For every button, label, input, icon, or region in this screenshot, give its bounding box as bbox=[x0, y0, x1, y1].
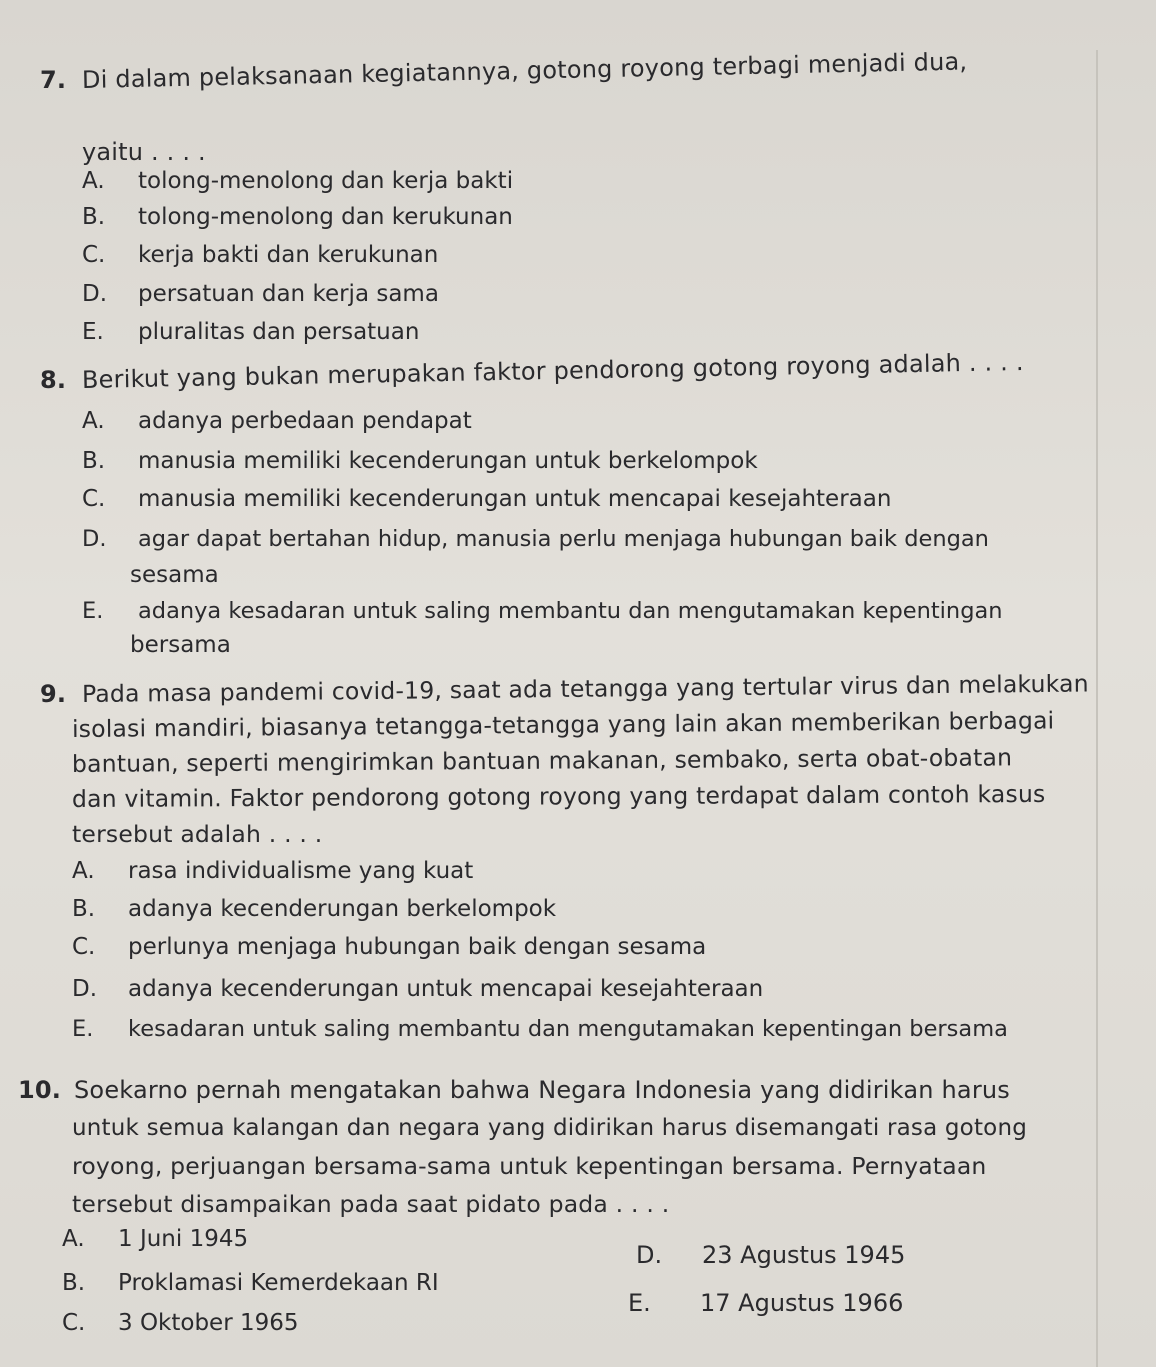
option-label: A. bbox=[72, 858, 95, 884]
question-stem-line: tersebut adalah . . . . bbox=[72, 820, 323, 848]
option-text: pluralitas dan persatuan bbox=[138, 319, 420, 345]
option-9b[interactable] bbox=[72, 894, 556, 924]
option-text: kerja bakti dan kerukunan bbox=[138, 242, 439, 268]
option-label: D. bbox=[636, 1241, 663, 1269]
option-7b[interactable] bbox=[82, 202, 513, 232]
option-9a[interactable] bbox=[72, 856, 473, 886]
option-text: 1 Juni 1945 bbox=[118, 1226, 249, 1252]
option-8d[interactable] bbox=[82, 524, 989, 554]
question-stem-line: Berikut yang bukan merupakan faktor pendorong gotong royong adalah . . . . bbox=[81, 347, 1024, 394]
option-8b[interactable] bbox=[82, 446, 758, 476]
question-stem-line: royong, perjuangan bersama-sama untuk kepentingan bersama. Pernyataan bbox=[72, 1152, 987, 1180]
option-text: manusia memiliki kecenderungan untuk berkelompok bbox=[138, 448, 758, 474]
question-stem-line: Soekarno pernah mengatakan bahwa Negara Indonesia yang didirikan harus bbox=[74, 1076, 1010, 1104]
option-text: manusia memiliki kecenderungan untuk mencapai kesejahteraan bbox=[138, 486, 892, 512]
option-text: 17 Agustus 1966 bbox=[700, 1289, 904, 1317]
option-text: adanya kecenderungan berkelompok bbox=[128, 896, 557, 922]
question-number: 9. bbox=[40, 680, 67, 708]
option-10d[interactable] bbox=[636, 1240, 905, 1270]
option-text: rasa individualisme yang kuat bbox=[128, 858, 474, 884]
option-7c[interactable] bbox=[82, 240, 438, 270]
option-text: 3 Oktober 1965 bbox=[118, 1310, 299, 1336]
option-label: B. bbox=[62, 1270, 86, 1296]
option-9d[interactable] bbox=[72, 974, 763, 1004]
option-label: E. bbox=[82, 598, 104, 624]
option-8c[interactable] bbox=[82, 484, 891, 514]
option-text: tolong-menolong dan kerukunan bbox=[138, 204, 513, 230]
option-8d-continuation: sesama bbox=[130, 562, 219, 588]
option-7a[interactable] bbox=[82, 166, 513, 196]
question-stem-line: Pada masa pandemi covid-19, saat ada tetangga yang tertular virus dan melakukan bbox=[81, 669, 1089, 708]
question-stem-line: bantuan, seperti mengirimkan bantuan makanan, sembako, serta obat-obatan bbox=[71, 743, 1013, 778]
option-8e-continuation: bersama bbox=[130, 632, 231, 658]
option-9e[interactable] bbox=[72, 1014, 1008, 1044]
option-label: E. bbox=[628, 1289, 651, 1317]
option-label: C. bbox=[82, 242, 106, 268]
option-text: adanya kecenderungan untuk mencapai kesejahteraan bbox=[128, 976, 764, 1002]
question-stem-line: yaitu . . . . bbox=[82, 138, 206, 166]
option-label: B. bbox=[82, 448, 106, 474]
question-number: 8. bbox=[40, 366, 67, 394]
option-text: Proklamasi Kemerdekaan RI bbox=[118, 1270, 439, 1296]
option-7e[interactable] bbox=[82, 317, 419, 347]
option-8a[interactable] bbox=[82, 406, 472, 436]
option-8e[interactable] bbox=[82, 596, 1003, 626]
option-text: tolong-menolong dan kerja bakti bbox=[138, 168, 514, 194]
option-label: B. bbox=[82, 204, 106, 230]
option-text: persatuan dan kerja sama bbox=[138, 281, 439, 307]
option-label: B. bbox=[72, 896, 96, 922]
option-label: C. bbox=[62, 1310, 86, 1336]
option-text: kesadaran untuk saling membantu dan mengutamakan kepentingan bersama bbox=[128, 1016, 1008, 1042]
option-label: E. bbox=[82, 319, 104, 345]
question-stem-line: untuk semua kalangan dan negara yang didirikan harus disemangati rasa gotong bbox=[72, 1115, 1028, 1141]
option-label: D. bbox=[72, 976, 98, 1002]
option-10a[interactable] bbox=[62, 1224, 248, 1254]
question-stem-line: tersebut disampaikan pada saat pidato pada . . . . bbox=[72, 1190, 670, 1218]
question-stem-line: isolasi mandiri, biasanya tetangga-tetangga yang lain akan memberikan berbagai bbox=[71, 706, 1055, 743]
option-label: D. bbox=[82, 281, 108, 307]
option-text: agar dapat bertahan hidup, manusia perlu menjaga hubungan baik dengan bbox=[138, 526, 989, 552]
option-label: C. bbox=[82, 486, 106, 512]
option-label: A. bbox=[62, 1226, 85, 1252]
option-label: C. bbox=[72, 934, 96, 960]
option-9c[interactable] bbox=[72, 932, 706, 962]
page-edge bbox=[1096, 50, 1098, 1367]
question-stem-line: dan vitamin. Faktor pendorong gotong royong yang terdapat dalam contoh kasus bbox=[71, 779, 1046, 813]
option-text: adanya perbedaan pendapat bbox=[138, 408, 472, 434]
option-7d[interactable] bbox=[82, 279, 439, 309]
question-number: 7. bbox=[40, 66, 67, 94]
option-text: perlunya menjaga hubungan baik dengan sesama bbox=[128, 934, 707, 960]
option-10b[interactable] bbox=[62, 1268, 439, 1298]
option-label: E. bbox=[72, 1016, 94, 1042]
option-text: adanya kesadaran untuk saling membantu dan mengutamakan kepentingan bbox=[138, 598, 1003, 624]
option-label: A. bbox=[82, 168, 105, 194]
option-label: A. bbox=[82, 408, 105, 434]
option-10e[interactable] bbox=[628, 1288, 903, 1318]
option-10c[interactable] bbox=[62, 1308, 299, 1338]
option-label: D. bbox=[82, 526, 107, 552]
question-number: 10. bbox=[18, 1076, 62, 1104]
question-stem-line: Di dalam pelaksanaan kegiatannya, gotong royong terbagi menjadi dua, bbox=[81, 47, 968, 94]
option-text: 23 Agustus 1945 bbox=[702, 1241, 906, 1269]
